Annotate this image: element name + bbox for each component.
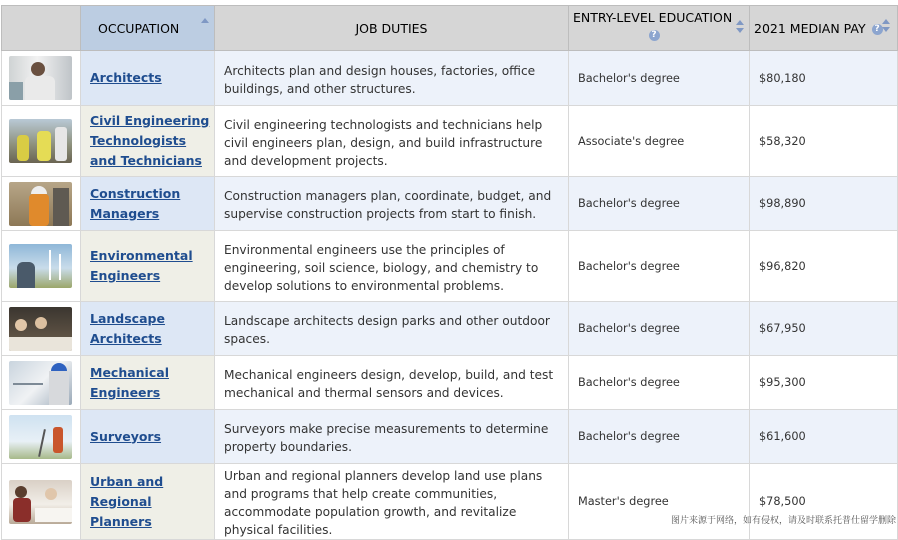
sort-ascending-icon[interactable] (200, 18, 210, 32)
table-row (2, 106, 898, 177)
thumbnail-cell (2, 410, 81, 464)
occupation-link[interactable]: Civil Engineering Technologists and Technicians (90, 113, 210, 168)
table-header-row (2, 6, 898, 51)
table-row (2, 177, 898, 231)
median-pay-cell: $78,500 (750, 464, 898, 540)
occupation-cell (81, 177, 215, 231)
thumbnail-cell (2, 231, 81, 302)
thumbnail-cell (2, 106, 81, 177)
architect-photo (9, 56, 72, 100)
occupation-link[interactable]: Mechanical Engineers (90, 364, 169, 400)
duties-header-label: JOB DUTIES (355, 20, 428, 36)
job-duties-cell: Construction managers plan, coordinate, budget, and supervise construction projects from start to finish. (215, 177, 569, 231)
table-row (2, 51, 898, 106)
watermark-text: 图片来源于网络，如有侵权，请及时联系托普仕留学删除 (670, 516, 896, 526)
median-pay-cell: $80,180 (750, 51, 898, 106)
education-cell: Associate's degree (569, 106, 750, 177)
occupation-link[interactable]: Surveyors (90, 428, 162, 444)
thumbnail-cell (2, 51, 81, 106)
job-duties-cell: Landscape architects design parks and other outdoor spaces. (215, 302, 569, 356)
environmental-photo (9, 244, 72, 288)
median-pay-cell: $67,950 (750, 302, 898, 356)
mechanical-photo (9, 361, 72, 405)
thumbnail-header (2, 6, 81, 51)
civil-tech-photo (9, 119, 72, 163)
median-pay-cell: $98,890 (750, 177, 898, 231)
pay-help-icon[interactable]: ? (872, 24, 883, 35)
occupation-cell (81, 356, 215, 410)
construction-photo (9, 182, 72, 226)
thumbnail-cell (2, 302, 81, 356)
education-cell: Bachelor's degree (569, 356, 750, 410)
job-duties-cell: Surveyors make precise measurements to determine property boundaries. (215, 410, 569, 464)
occupation-cell (81, 410, 215, 464)
education-header-label: ENTRY-LEVEL EDUCATION (573, 10, 733, 25)
education-help-icon[interactable]: ? (649, 30, 660, 41)
table-row (2, 410, 898, 464)
occupations-table (1, 5, 898, 540)
occupation-link[interactable]: Landscape Architects (90, 310, 165, 346)
sort-toggle-icon[interactable] (735, 20, 745, 34)
sort-toggle-icon[interactable] (881, 19, 891, 33)
occupation-cell (81, 106, 215, 177)
occupation-cell (81, 231, 215, 302)
occupation-link[interactable]: Urban and Regional Planners (90, 473, 164, 529)
education-cell: Master's degree (569, 464, 750, 540)
occupation-cell (81, 302, 215, 356)
education-cell: Bachelor's degree (569, 410, 750, 464)
table-row (2, 231, 898, 302)
occupation-link[interactable]: Architects (90, 70, 162, 85)
job-duties-cell: Urban and regional planners develop land use plans and programs that help create communities, accommodate population growth, and revitalize physical facilities. (215, 464, 569, 540)
pay-header-label: 2021 MEDIAN PAY (754, 20, 866, 36)
median-pay-cell: $96,820 (750, 231, 898, 302)
occupation-cell (81, 464, 215, 540)
job-duties-cell: Civil engineering technologists and technicians help civil engineers plan, design, and build infrastructure and development projects. (215, 106, 569, 177)
job-duties-column-header (215, 6, 569, 51)
occupation-column-header[interactable] (81, 6, 215, 51)
education-cell: Bachelor's degree (569, 51, 750, 106)
occupation-link[interactable]: Construction Managers (90, 185, 181, 221)
median-pay-cell: $95,300 (750, 356, 898, 410)
occupation-link[interactable]: Environmental Engineers (90, 248, 193, 283)
table-row (2, 356, 898, 410)
median-pay-cell: $58,320 (750, 106, 898, 177)
median-pay-cell: $61,600 (750, 410, 898, 464)
planner-photo (9, 480, 72, 524)
education-cell: Bachelor's degree (569, 302, 750, 356)
surveyor-photo (9, 415, 72, 459)
job-duties-cell: Architects plan and design houses, factories, office buildings, and other structures. (215, 51, 569, 106)
education-cell: Bachelor's degree (569, 177, 750, 231)
education-column-header[interactable] (569, 6, 750, 51)
occupation-header-label: OCCUPATION (98, 20, 180, 36)
landscape-photo (9, 307, 72, 351)
job-duties-cell: Mechanical engineers design, develop, build, and test mechanical and thermal sensors and devices. (215, 356, 569, 410)
job-duties-cell: Environmental engineers use the principles of engineering, soil science, biology, and chemistry to develop solutions to environmental problems. (215, 231, 569, 302)
education-cell: Bachelor's degree (569, 231, 750, 302)
table-row (2, 464, 898, 540)
thumbnail-cell (2, 464, 81, 540)
occupation-cell (81, 51, 215, 106)
median-pay-column-header[interactable] (750, 6, 898, 51)
thumbnail-cell (2, 177, 81, 231)
thumbnail-cell (2, 356, 81, 410)
table-row (2, 302, 898, 356)
